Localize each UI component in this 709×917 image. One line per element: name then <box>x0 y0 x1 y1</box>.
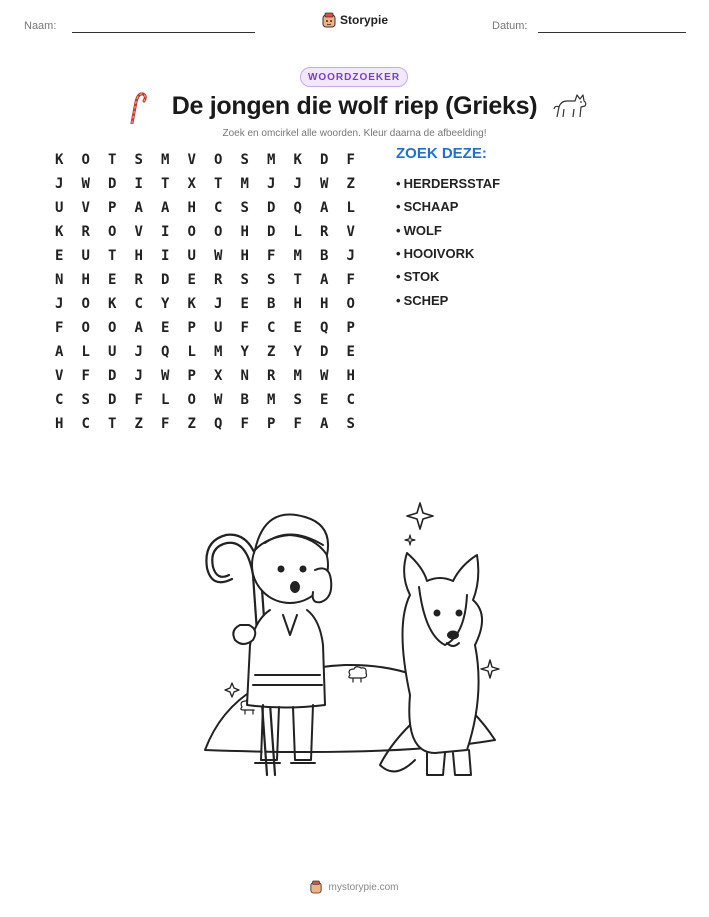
grid-letter[interactable]: H <box>293 296 302 312</box>
storypie-logo-icon <box>322 12 336 28</box>
grid-letter[interactable]: J <box>346 248 355 264</box>
grid-letter[interactable]: D <box>267 200 276 216</box>
grid-letter[interactable]: O <box>108 320 117 336</box>
grid-letter[interactable]: T <box>108 152 117 168</box>
grid-letter[interactable]: F <box>346 272 355 288</box>
grid-letter[interactable]: M <box>267 152 276 168</box>
grid-letter[interactable]: Q <box>161 344 170 360</box>
brand <box>322 12 388 28</box>
grid-letter[interactable]: T <box>214 176 223 192</box>
grid-letter[interactable]: E <box>108 272 117 288</box>
grid-letter[interactable]: Q <box>214 416 223 432</box>
grid-letter[interactable]: A <box>320 272 329 288</box>
grid-letter[interactable]: Q <box>293 200 302 216</box>
grid-letter[interactable]: L <box>293 224 302 240</box>
brand-name: Storypie <box>340 13 389 27</box>
grid-letter[interactable]: I <box>161 224 170 240</box>
grid-letter[interactable]: M <box>214 344 223 360</box>
word-text: WOLF <box>403 222 442 238</box>
grid-letter[interactable]: C <box>267 320 276 336</box>
grid-letter[interactable]: F <box>161 416 170 432</box>
grid-row <box>46 196 364 220</box>
grid-letter[interactable]: T <box>108 416 117 432</box>
word-list-item <box>396 288 500 311</box>
grid-letter[interactable]: Q <box>320 320 329 336</box>
grid-letter[interactable]: W <box>81 176 90 192</box>
grid-letter[interactable]: D <box>108 176 117 192</box>
grid-letter[interactable]: Y <box>293 344 302 360</box>
grid-letter[interactable]: V <box>81 200 90 216</box>
grid-row <box>46 244 364 268</box>
grid-letter[interactable]: M <box>240 176 249 192</box>
word-text: HOOIVORK <box>403 246 475 262</box>
grid-letter[interactable]: H <box>346 368 355 384</box>
word-list-item <box>396 219 500 242</box>
grid-letter[interactable]: L <box>81 344 90 360</box>
grid-letter[interactable]: A <box>320 200 329 216</box>
grid-letter[interactable]: W <box>320 368 329 384</box>
grid-letter[interactable]: F <box>81 368 90 384</box>
word-list <box>396 172 500 312</box>
grid-letter[interactable]: E <box>346 344 355 360</box>
grid-letter[interactable]: S <box>81 392 90 408</box>
grid-letter[interactable]: V <box>134 224 143 240</box>
grid-letter[interactable]: E <box>161 320 170 336</box>
grid-letter[interactable]: I <box>161 248 170 264</box>
grid-letter[interactable]: V <box>55 368 64 384</box>
grid-letter[interactable]: H <box>134 248 143 264</box>
grid-letter[interactable]: J <box>55 176 64 192</box>
grid-letter[interactable]: K <box>55 152 64 168</box>
grid-letter[interactable]: U <box>214 320 223 336</box>
grid-letter[interactable]: A <box>161 200 170 216</box>
grid-letter[interactable]: J <box>134 368 143 384</box>
grid-letter[interactable]: B <box>240 392 249 408</box>
grid-letter[interactable]: O <box>214 224 223 240</box>
grid-letter[interactable]: U <box>108 344 117 360</box>
grid-letter[interactable]: P <box>187 320 196 336</box>
grid-letter[interactable]: P <box>346 320 355 336</box>
grid-letter[interactable]: R <box>81 224 90 240</box>
grid-letter[interactable]: A <box>320 416 329 432</box>
word-list-item <box>396 265 500 288</box>
grid-letter[interactable]: K <box>293 152 302 168</box>
grid-letter[interactable]: M <box>161 152 170 168</box>
grid-letter[interactable]: I <box>134 176 143 192</box>
grid-letter[interactable]: P <box>267 416 276 432</box>
grid-letter[interactable]: O <box>81 296 90 312</box>
grid-letter[interactable]: D <box>108 368 117 384</box>
grid-letter[interactable]: S <box>240 152 249 168</box>
footer-url[interactable]: mystorypie.com <box>328 881 399 893</box>
grid-letter[interactable]: F <box>55 320 64 336</box>
grid-letter[interactable]: J <box>134 344 143 360</box>
grid-letter[interactable]: M <box>293 368 302 384</box>
word-text: STOK <box>403 269 440 285</box>
grid-letter[interactable]: R <box>320 224 329 240</box>
bullet-icon: • <box>396 269 401 285</box>
grid-letter[interactable]: L <box>187 344 196 360</box>
grid-letter[interactable]: R <box>214 272 223 288</box>
grid-letter[interactable]: U <box>81 248 90 264</box>
word-text: SCHAAP <box>403 199 459 215</box>
grid-letter[interactable]: H <box>240 224 249 240</box>
date-field-line[interactable] <box>538 32 686 33</box>
grid-letter[interactable]: L <box>161 392 170 408</box>
bullet-icon: • <box>396 222 401 238</box>
grid-letter[interactable]: K <box>187 296 196 312</box>
grid-letter[interactable]: C <box>134 296 143 312</box>
grid-row <box>46 292 364 316</box>
grid-letter[interactable]: U <box>55 200 64 216</box>
worksheet-type-badge: WOORDZOEKER <box>300 67 408 87</box>
instructions: Zoek en omcirkel alle woorden. Kleur daarna de afbeelding! <box>222 128 487 139</box>
grid-letter[interactable]: K <box>55 224 64 240</box>
grid-letter[interactable]: B <box>320 248 329 264</box>
grid-letter[interactable]: D <box>161 272 170 288</box>
grid-letter[interactable]: E <box>240 296 249 312</box>
grid-letter[interactable]: F <box>267 248 276 264</box>
grid-letter[interactable]: F <box>293 416 302 432</box>
grid-letter[interactable]: S <box>293 392 302 408</box>
grid-letter[interactable]: E <box>320 392 329 408</box>
grid-letter[interactable]: D <box>320 152 329 168</box>
grid-letter[interactable]: K <box>108 296 117 312</box>
bullet-icon: • <box>396 199 401 215</box>
grid-row <box>46 316 364 340</box>
storypie-logo-icon <box>310 880 322 894</box>
grid-letter[interactable]: A <box>55 344 64 360</box>
grid-row <box>46 220 364 244</box>
grid-letter[interactable]: R <box>134 272 143 288</box>
word-list-item <box>396 195 500 218</box>
grid-letter[interactable]: T <box>293 272 302 288</box>
grid-letter[interactable]: Z <box>346 176 355 192</box>
grid-row <box>46 268 364 292</box>
grid-letter[interactable]: J <box>55 296 64 312</box>
name-field-line[interactable] <box>72 32 255 33</box>
grid-letter[interactable]: P <box>187 368 196 384</box>
grid-letter[interactable]: S <box>240 272 249 288</box>
grid-letter[interactable]: O <box>81 320 90 336</box>
grid-letter[interactable]: F <box>240 320 249 336</box>
grid-letter[interactable]: W <box>214 392 223 408</box>
grid-letter[interactable]: D <box>108 392 117 408</box>
grid-letter[interactable]: Z <box>267 344 276 360</box>
grid-letter[interactable]: H <box>240 248 249 264</box>
grid-letter[interactable]: Y <box>240 344 249 360</box>
grid-letter[interactable]: O <box>187 224 196 240</box>
grid-letter[interactable]: A <box>134 320 143 336</box>
grid-letter[interactable]: M <box>293 248 302 264</box>
grid-row <box>46 364 364 388</box>
grid-letter[interactable]: U <box>187 248 196 264</box>
grid-letter[interactable]: H <box>55 416 64 432</box>
grid-letter[interactable]: W <box>161 368 170 384</box>
grid-letter[interactable]: D <box>320 344 329 360</box>
grid-letter[interactable]: Z <box>187 416 196 432</box>
grid-letter[interactable]: E <box>187 272 196 288</box>
name-label: Naam: <box>24 20 57 32</box>
word-list-item <box>396 242 500 265</box>
grid-letter[interactable]: J <box>267 176 276 192</box>
grid-row <box>46 172 364 196</box>
footer <box>0 880 709 894</box>
grid-letter[interactable]: V <box>346 224 355 240</box>
grid-letter[interactable]: F <box>134 392 143 408</box>
date-label: Datum: <box>492 20 528 32</box>
bullet-icon: • <box>396 176 401 192</box>
word-search-grid <box>46 148 364 436</box>
boy-and-wolf-illustration <box>195 495 515 785</box>
bullet-icon: • <box>396 292 401 308</box>
grid-letter[interactable]: W <box>320 176 329 192</box>
grid-letter[interactable]: C <box>214 200 223 216</box>
grid-letter[interactable]: N <box>240 368 249 384</box>
grid-letter[interactable]: O <box>346 296 355 312</box>
grid-row <box>46 148 364 172</box>
grid-letter[interactable]: O <box>108 224 117 240</box>
grid-row <box>46 340 364 364</box>
grid-letter[interactable]: Z <box>134 416 143 432</box>
grid-letter[interactable]: J <box>293 176 302 192</box>
grid-letter[interactable]: C <box>81 416 90 432</box>
grid-letter[interactable]: X <box>214 368 223 384</box>
grid-letter[interactable]: F <box>346 152 355 168</box>
grid-letter[interactable]: E <box>293 320 302 336</box>
grid-letter[interactable]: W <box>214 248 223 264</box>
grid-letter[interactable]: O <box>214 152 223 168</box>
grid-letter[interactable]: T <box>161 176 170 192</box>
grid-letter[interactable]: H <box>81 272 90 288</box>
grid-letter[interactable]: A <box>134 200 143 216</box>
word-text: HERDERSSTAF <box>403 176 501 192</box>
word-list-item <box>396 172 500 195</box>
grid-letter[interactable]: B <box>267 296 276 312</box>
bullet-icon: • <box>396 246 401 262</box>
grid-letter[interactable]: T <box>108 248 117 264</box>
grid-letter[interactable]: N <box>55 272 64 288</box>
grid-letter[interactable]: S <box>267 272 276 288</box>
grid-letter[interactable]: H <box>187 200 196 216</box>
grid-letter[interactable]: F <box>240 416 249 432</box>
word-list-title: ZOEK DEZE: <box>396 145 487 162</box>
grid-letter[interactable]: S <box>346 416 355 432</box>
grid-row <box>46 412 364 436</box>
grid-letter[interactable]: H <box>320 296 329 312</box>
grid-letter[interactable]: J <box>214 296 223 312</box>
word-text: SCHEP <box>403 292 449 308</box>
grid-letter[interactable]: R <box>267 368 276 384</box>
grid-letter[interactable]: C <box>346 392 355 408</box>
page-title: De jongen die wolf riep (Grieks) <box>171 92 538 120</box>
grid-letter[interactable]: S <box>240 200 249 216</box>
grid-letter[interactable]: O <box>81 152 90 168</box>
grid-letter[interactable]: D <box>267 224 276 240</box>
grid-letter[interactable]: S <box>134 152 143 168</box>
grid-letter[interactable]: O <box>187 392 196 408</box>
grid-row <box>46 388 364 412</box>
grid-letter[interactable]: P <box>108 200 117 216</box>
grid-letter[interactable]: Y <box>161 296 170 312</box>
grid-letter[interactable]: L <box>346 200 355 216</box>
grid-letter[interactable]: M <box>267 392 276 408</box>
grid-letter[interactable]: X <box>187 176 196 192</box>
grid-letter[interactable]: E <box>55 248 64 264</box>
grid-letter[interactable]: C <box>55 392 64 408</box>
grid-letter[interactable]: V <box>187 152 196 168</box>
